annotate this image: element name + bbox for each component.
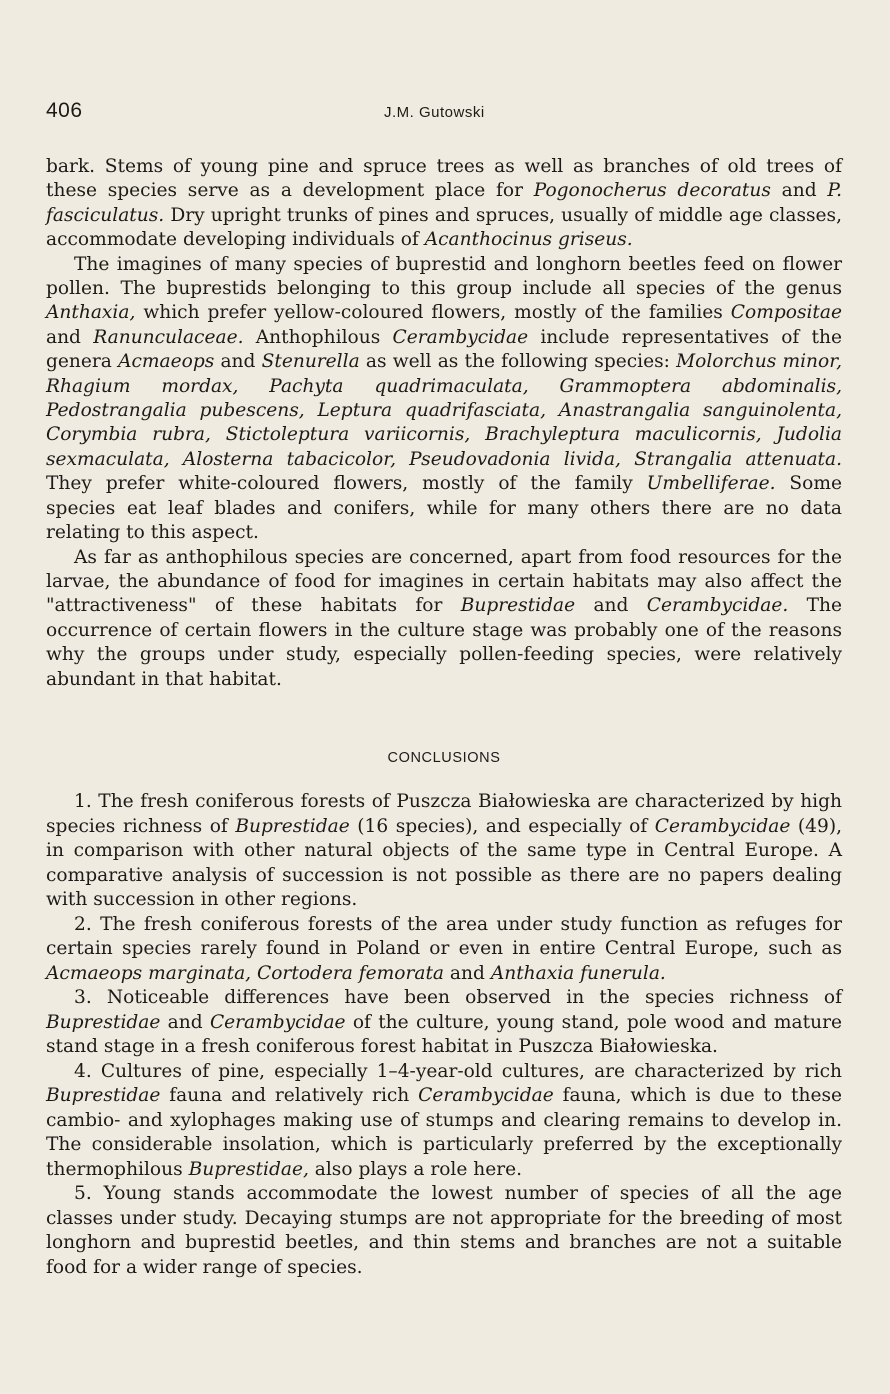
genus-name: Acmaeops <box>118 351 215 373</box>
text-run: fauna, which is due to these cambio- and xylophages making use of stumps and clearing remains to develop in. The considerable insolation, which is particularly preferred by the exceptionally thermophilous <box>46 1085 842 1180</box>
text-run: include representatives of the genera <box>46 326 842 373</box>
paragraph-1 <box>46 155 842 253</box>
text-run: also plays a role here. <box>308 1158 523 1180</box>
text-run: 4. Cultures of pine, especially 1–4-year-old cultures, are characterized by rich <box>74 1060 842 1082</box>
page-header <box>46 99 842 127</box>
page-number: 406 <box>46 99 83 122</box>
genus-name: Stenurella <box>261 351 360 373</box>
family-name: Buprestidae <box>235 815 350 837</box>
text-run: Anthophilous <box>243 326 393 348</box>
species-list: Molorchus minor, Rhagium mordax, Pachyta quadrimaculata, Grammoptera abdominalis, Pedostrangalia pubescens, Leptura quadrifasciata, Anastrangalia sanguinolenta, Corymbia rubra, Stictoleptura variicornis, Brachyleptura maculicornis, Judolia sexmaculata, Alosterna tabacicolor, Pseudovadonia livida, Strangalia attenuata. <box>46 351 842 470</box>
text-run: and <box>214 351 262 373</box>
text-run: Some species eat leaf blades and conifers, while for many others there are no data relating to this aspect. <box>46 473 842 544</box>
text-run: The imagines of many species of buprestid and longhorn beetles feed on flower pollen. The buprestids belonging to this group include all species of the genus <box>46 253 842 300</box>
paragraph-2 <box>46 253 842 546</box>
family-name: Ranunculaceae. <box>93 326 244 348</box>
conclusion-2 <box>46 913 842 987</box>
conclusion-5 <box>46 1182 842 1280</box>
page <box>46 0 842 1394</box>
conclusion-3 <box>46 986 842 1060</box>
paragraph-3 <box>46 546 842 692</box>
text-run: fauna and relatively rich <box>160 1085 419 1106</box>
text-run: of the culture, young stand, pole wood and mature stand stage in a fresh coniferous forest habitat in Puszcza Białowieska. <box>46 1011 842 1057</box>
genus-name: Anthaxia, <box>46 302 136 324</box>
family-name: Cerambycidae <box>418 1085 554 1106</box>
conclusion-4 <box>46 1060 842 1183</box>
family-name: Cerambycidae <box>654 815 791 837</box>
text-run: as well as the following species: <box>359 351 677 373</box>
text-run: They prefer white-coloured flowers, mostly of the family <box>46 473 647 495</box>
text-run: which prefer yellow-coloured flowers, mostly of the families <box>135 302 731 324</box>
family-name: Cerambycidae <box>392 326 529 348</box>
conclusions-heading: CONCLUSIONS <box>387 750 501 766</box>
text-run: and <box>444 962 491 984</box>
family-name: Buprestidae <box>46 1011 161 1033</box>
family-name: Cerambycidae. <box>646 595 789 617</box>
text-run: 1. The fresh coniferous forests of Puszcza Białowieska are characterized by high species richness of <box>46 791 842 837</box>
species-name: Anthaxia funerula. <box>490 962 666 984</box>
species-name: Acmaeops marginata, Cortodera femorata <box>46 962 445 984</box>
family-name: Buprestidae <box>46 1085 161 1106</box>
text-run: 2. The fresh coniferous forests of the area under study function as refuges for certain species rarely found in Poland or even in entire Central Europe, such as <box>46 913 842 959</box>
species-name: Acanthocinus griseus. <box>424 229 633 251</box>
family-name: Cerambycidae <box>209 1011 346 1033</box>
family-name: Compositae <box>730 302 842 324</box>
text-run: As far as anthophilous species are concerned, apart from food resources for the larvae, the abundance of food for imagines in certain habitats may also affect the "attractiveness" of these habitats for <box>46 546 842 617</box>
text-run: bark. Stems of young pine and spruce trees as well as branches of old trees of these species serve as a development place for <box>46 156 842 202</box>
running-head: J.M. Gutowski <box>384 104 485 121</box>
conclusion-1 <box>46 790 842 913</box>
family-name: Umbelliferae. <box>646 473 776 495</box>
family-name: Buprestidae <box>460 595 576 617</box>
text-run: 3. Noticeable differences have been observed in the species richness of <box>74 987 842 1008</box>
text-run: (16 species), and especially of <box>349 815 655 837</box>
text-run: The occurrence of certain flowers in the culture stage was probably one of the reasons why the groups under study, especially pollen-feeding species, were relatively abundant in that habitat. <box>46 595 842 690</box>
body-text <box>46 155 842 692</box>
species-name: P. fasciculatus. <box>46 180 842 226</box>
species-name: Pogonocherus decoratus <box>533 180 771 202</box>
text-run: 5. Young stands accommodate the lowest number of species of all the age classes under study. Decaying stumps are not appropriate for the breeding of most longhorn and buprestid beetles, and thin stems and branches are not a suitable food for a wider range of species. <box>46 1183 842 1278</box>
text-run: Dry upright trunks of pines and spruces, usually of middle age classes, accommodate developing individuals of <box>46 204 842 251</box>
text-run: (49), in comparison with other natural objects of the same type in Central Europe. A comparative analysis of succession is not possible as there are no papers dealing with succession in other regions. <box>46 815 842 910</box>
text-run: and <box>160 1011 210 1033</box>
conclusions-list <box>46 790 842 1280</box>
text-run: and <box>770 180 828 202</box>
text-run: and <box>575 595 647 617</box>
text-run: and <box>46 326 94 348</box>
family-name: Buprestidae, <box>188 1158 309 1180</box>
